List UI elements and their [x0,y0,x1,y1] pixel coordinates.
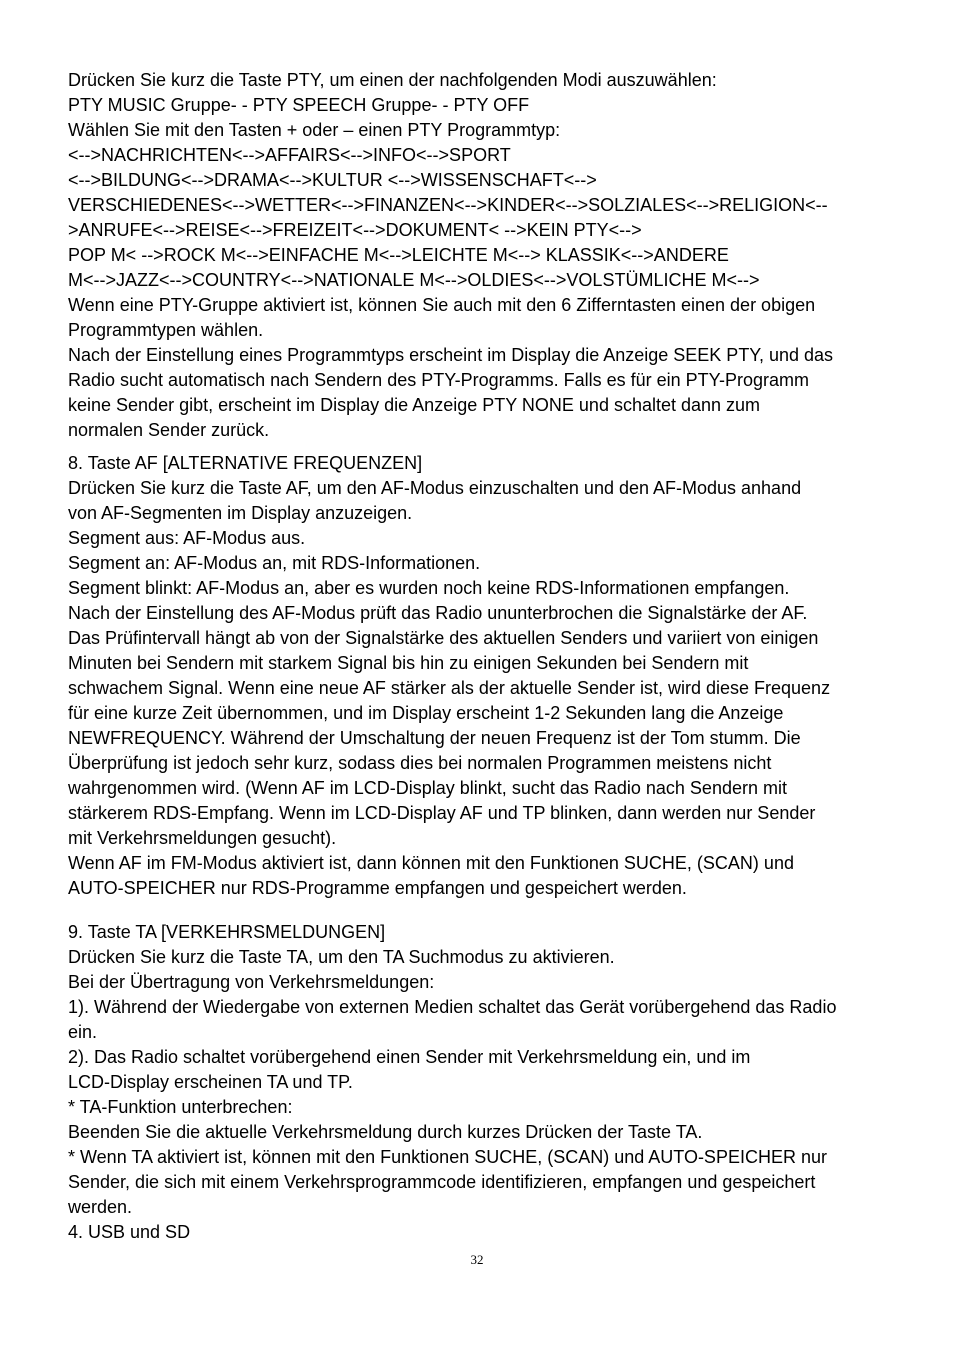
text-line: Überprüfung ist jedoch sehr kurz, sodass dies bei normalen Programmen meistens nicht [68,753,772,773]
paragraph-spacer [68,901,898,920]
section-af [68,451,898,901]
pty-list-line: <-->BILDUNG<-->DRAMA<-->KULTUR <-->WISSENSCHAFT<--> [68,170,597,190]
text-line: * Wenn TA aktiviert ist, können mit den Funktionen SUCHE, (SCAN) und AUTO-SPEICHER nur [68,1147,827,1167]
pty-list-line: VERSCHIEDENES<-->WETTER<-->FINANZEN<-->KINDER<-->SOLZIALES<-->RELIGION<-- [68,195,828,215]
text-line: AUTO-SPEICHER nur RDS-Programme empfangen und gespeichert werden. [68,878,687,898]
text-line: von AF-Segmenten im Display anzuzeigen. [68,503,413,523]
text-line: Wählen Sie mit den Tasten + oder – einen PTY Programmtyp: [68,120,561,140]
paragraph-spacer [68,443,898,451]
text-line: 2). Das Radio schaltet vorübergehend einen Sender mit Verkehrsmeldung ein, und im [68,1047,751,1067]
text-line: Bei der Übertragung von Verkehrsmeldungen: [68,972,435,992]
text-line: Wenn eine PTY-Gruppe aktiviert ist, können Sie auch mit den 6 Zifferntasten einen der obigen [68,295,816,315]
text-line: normalen Sender zurück. [68,420,270,440]
text-line: keine Sender gibt, erscheint im Display die Anzeige PTY NONE und schaltet dann zum [68,395,761,415]
text-line: * TA-Funktion unterbrechen: [68,1097,293,1117]
section-pty-modes [68,68,898,443]
text-line: schwachem Signal. Wenn eine neue AF stärker als der aktuelle Sender ist, wird diese Frequenz [68,678,831,698]
text-line: ein. [68,1022,98,1042]
text-line: Programmtypen wählen. [68,320,264,340]
text-line: Segment aus: AF-Modus aus. [68,528,306,548]
text-line: Minuten bei Sendern mit starkem Signal bis hin zu einigen Sekunden bei Sendern mit [68,653,749,673]
text-line: Segment an: AF-Modus an, mit RDS-Informationen. [68,553,481,573]
text-line: LCD-Display erscheinen TA und TP. [68,1072,353,1092]
text-line: für eine kurze Zeit übernommen, und im Display erscheint 1-2 Sekunden lang die Anzeige [68,703,784,723]
pty-list-line: M<-->JAZZ<-->COUNTRY<-->NATIONALE M<-->OLDIES<-->VOLSTÜMLICHE M<--> [68,270,760,290]
text-line: werden. [68,1197,133,1217]
text-line: Drücken Sie kurz die Taste TA, um den TA Suchmodus zu aktivieren. [68,947,615,967]
text-line: 1). Während der Wiedergabe von externen Medien schaltet das Gerät vorübergehend das Radio [68,997,837,1017]
text-line: Beenden Sie die aktuelle Verkehrsmeldung durch kurzes Drücken der Taste TA. [68,1122,703,1142]
page-number: 32 [470,1252,484,1267]
text-line: Radio sucht automatisch nach Sendern des PTY-Programms. Falls es für ein PTY-Programm [68,370,809,390]
document-page [68,68,898,1245]
text-line: Drücken Sie kurz die Taste AF, um den AF-Modus einzuschalten und den AF-Modus anhand [68,478,802,498]
text-line: Drücken Sie kurz die Taste PTY, um einen der nachfolgenden Modi auszuwählen: [68,70,717,90]
section-heading: 4. USB und SD [68,1222,191,1242]
text-line: Nach der Einstellung des AF-Modus prüft das Radio ununterbrochen die Signalstärke der AF. [68,603,808,623]
section-ta [68,920,898,1245]
pty-list-line: POP M< -->ROCK M<-->EINFACHE M<-->LEICHTE M<--> KLASSIK<-->ANDERE [68,245,729,265]
text-line: Nach der Einstellung eines Programmtyps erscheint im Display die Anzeige SEEK PTY, und das [68,345,834,365]
text-line: wahrgenommen wird. (Wenn AF im LCD-Display blinkt, sucht das Radio nach Sendern mit [68,778,787,798]
text-line: Wenn AF im FM-Modus aktiviert ist, dann können mit den Funktionen SUCHE, (SCAN) und [68,853,794,873]
text-line: NEWFREQUENCY. Während der Umschaltung der neuen Frequenz ist der Tom stumm. Die [68,728,801,748]
section-heading: 9. Taste TA [VERKEHRSMELDUNGEN] [68,922,386,942]
section-heading: 8. Taste AF [ALTERNATIVE FREQUENZEN] [68,453,423,473]
pty-list-line: <-->NACHRICHTEN<-->AFFAIRS<-->INFO<-->SPORT [68,145,511,165]
text-line: Segment blinkt: AF-Modus an, aber es wurden noch keine RDS-Informationen empfangen. [68,578,790,598]
text-line: Das Prüfintervall hängt ab von der Signalstärke des aktuellen Senders und variiert von einigen [68,628,819,648]
pty-list-line: >ANRUFE<-->REISE<-->FREIZEIT<-->DOKUMENT< -->KEIN PTY<--> [68,220,642,240]
text-line: PTY MUSIC Gruppe- - PTY SPEECH Gruppe- - PTY OFF [68,95,530,115]
text-line: Sender, die sich mit einem Verkehrsprogrammcode identifizieren, empfangen und gespeichert [68,1172,816,1192]
text-line: mit Verkehrsmeldungen gesucht). [68,828,337,848]
text-line: stärkerem RDS-Empfang. Wenn im LCD-Display AF und TP blinken, dann werden nur Sender [68,803,816,823]
